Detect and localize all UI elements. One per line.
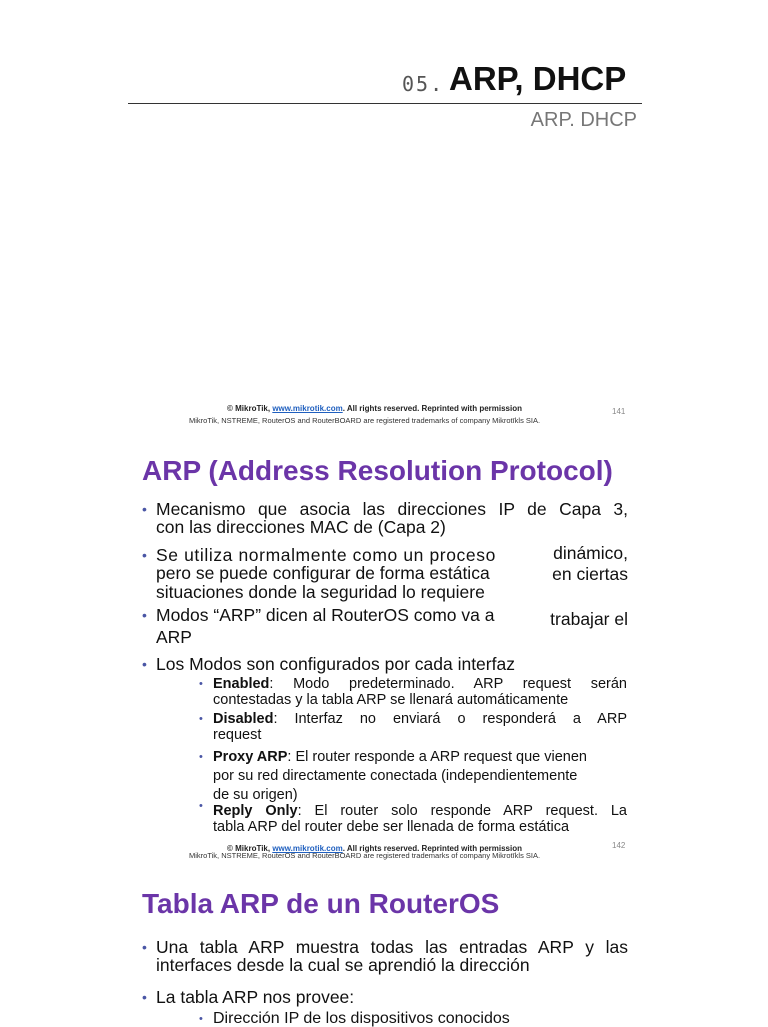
bullet-item: • Una tabla ARP muestra todas las entradas ARP y las interfaces desde la cual se aprendió la dirección bbox=[142, 937, 628, 975]
slide-footer-copyright: © MikroTik, www.mikrotik.com. All rights reserved. Reprinted with permission bbox=[227, 404, 523, 413]
chapter-subtitle: ARP. DHCP bbox=[530, 109, 637, 131]
bullet-item: • Se utiliza normalmente como un proceso dinámico, pero se puede configurar de forma estática en ciertas situaciones donde la seguridad lo requiere bbox=[142, 543, 628, 602]
bullet-item: • Los Modos son configurados por cada interfaz bbox=[142, 654, 515, 674]
bullet-icon: • bbox=[199, 713, 203, 725]
sub-bullet-item: • Enabled: Modo predeterminado. ARP request serán contestadas y la tabla ARP se llenará automáticamente bbox=[199, 676, 627, 708]
bullet-icon: • bbox=[142, 607, 147, 623]
bullet-icon: • bbox=[142, 501, 147, 517]
mikrotik-link[interactable]: www.mikrotik.com bbox=[272, 404, 343, 413]
chapter-title: ARP, DHCP bbox=[449, 60, 627, 97]
slide-title: Tabla ARP de un RouterOS bbox=[142, 888, 500, 919]
bullet-icon: • bbox=[199, 800, 203, 812]
bullet-icon: • bbox=[142, 656, 147, 672]
title-divider bbox=[128, 103, 642, 104]
bullet-icon: • bbox=[142, 547, 147, 563]
bullet-icon: • bbox=[142, 989, 147, 1005]
mikrotik-link[interactable]: www.mikrotik.com bbox=[272, 844, 343, 853]
bullet-item: • Modos “ARP” dicen al RouterOS como va a trabajar el ARP bbox=[142, 605, 628, 647]
chapter-number: 05. bbox=[402, 72, 445, 96]
sub-bullet-item: • Dirección IP de los dispositivos conocidos bbox=[199, 1010, 510, 1027]
page-number: 142 bbox=[612, 841, 626, 850]
sub-bullet-item: • Proxy ARP: El router responde a ARP request que vienen por su red directamente conectada (independientemente de su origen) bbox=[199, 749, 587, 803]
slide-title: ARP (Address Resolution Protocol) bbox=[142, 455, 613, 486]
sub-bullet-item: • Reply Only: El router solo responde ARP request. La tabla ARP del router debe ser llenada de forma estática bbox=[199, 800, 627, 835]
bullet-item: • Mecanismo que asocia las direcciones IP de Capa 3, con las direcciones MAC de (Capa 2) bbox=[142, 499, 628, 537]
page-number: 141 bbox=[612, 407, 626, 416]
slide-footer-trademark: MikroTik, NSTREME, RouterOS and RouterBOARD are registered trademarks of company Mikrotīkls SIA. bbox=[189, 851, 541, 860]
bullet-icon: • bbox=[199, 1013, 203, 1025]
bullet-icon: • bbox=[199, 678, 203, 690]
bullet-icon: • bbox=[199, 751, 203, 763]
slide-footer-trademark: MikroTik, NSTREME, RouterOS and RouterBOARD are registered trademarks of company Mikrotīkls SIA. bbox=[189, 416, 541, 425]
sub-bullet-item: • Disabled: Interfaz no enviará o responderá a ARP request bbox=[199, 711, 627, 743]
slide-footer-copyright: © MikroTik, www.mikrotik.com. All rights reserved. Reprinted with permission bbox=[227, 844, 523, 853]
bullet-icon: • bbox=[142, 939, 147, 955]
bullet-item: • La tabla ARP nos provee: bbox=[142, 987, 355, 1007]
